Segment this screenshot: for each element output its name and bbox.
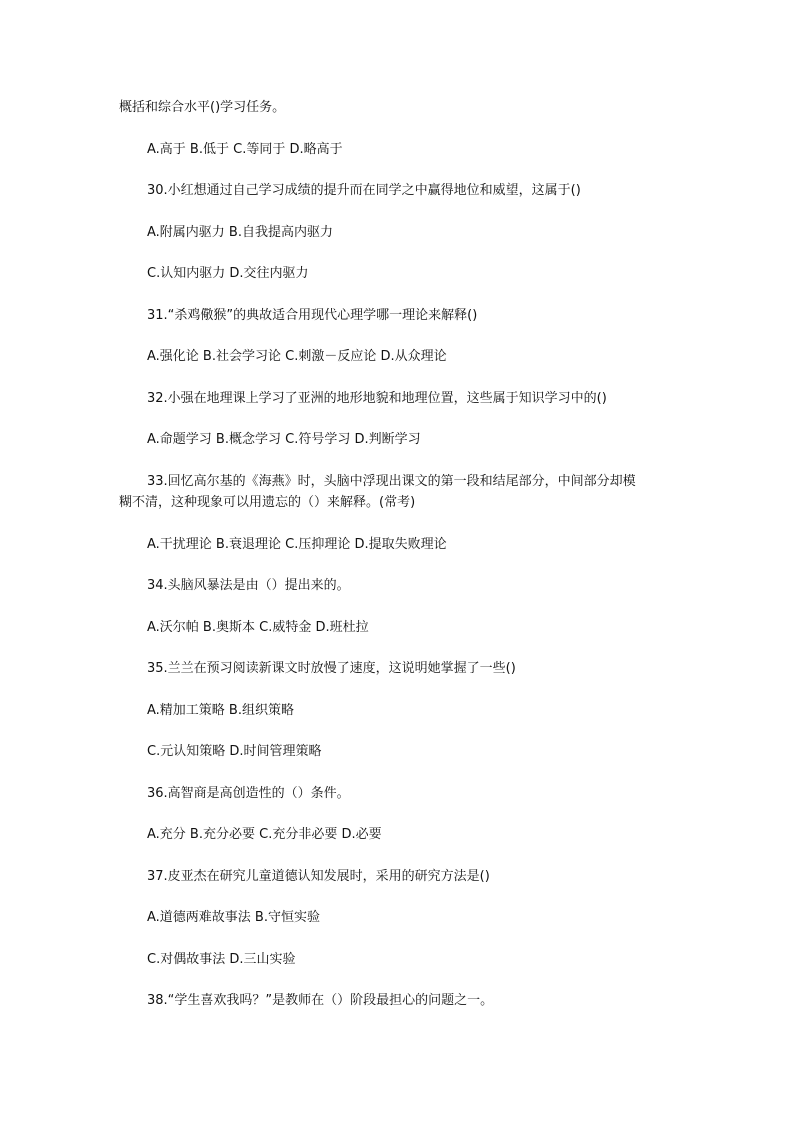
question-37: 37.皮亚杰在研究儿童道德认知发展时，采用的研究方法是() [147,869,490,884]
question-30: 30.小红想通过自己学习成绩的提升而在同学之中赢得地位和威望，这属于() [147,183,581,198]
answer-options: C.对偶故事法 D.三山实验 [147,952,296,967]
question-36: 36.高智商是高创造性的（）条件。 [147,786,350,801]
answer-options: A.道德两难故事法 B.守恒实验 [147,910,320,925]
question-34: 34.头脑风暴法是由（）提出来的。 [147,578,350,593]
question-32: 32.小强在地理课上学习了亚洲的地形地貌和地理位置，这些属于知识学习中的() [147,391,607,406]
question-33: 33.回忆高尔基的《海燕》时，头脑中浮现出课文的第一段和结尾部分，中间部分却模 [147,474,636,489]
answer-options: C.认知内驱力 D.交往内驱力 [147,266,309,281]
answer-options: C.元认知策略 D.时间管理策略 [147,744,322,759]
answer-options: A.充分 B.充分必要 C.充分非必要 D.必要 [147,827,382,842]
answer-options: A.干扰理论 B.衰退理论 C.压抑理论 D.提取失败理论 [147,537,447,552]
question-33-continued: 糊不清，这种现象可以用遗忘的（）来解释。(常考) [119,495,416,510]
question-31: 31.“杀鸡儆猴”的典故适合用现代心理学哪一理论来解释() [147,308,478,323]
answer-options: A.附属内驱力 B.自我提高内驱力 [147,225,333,240]
answer-options: A.沃尔帕 B.奥斯本 C.威特金 D.班杜拉 [147,620,369,635]
answer-options: A.强化论 B.社会学习论 C.刺激－反应论 D.从众理论 [147,349,447,364]
question-35: 35.兰兰在预习阅读新课文时放慢了速度，这说明她掌握了一些() [147,661,516,676]
answer-options: A.精加工策略 B.组织策略 [147,703,294,718]
question-38: 38.“学生喜欢我吗？”是教师在（）阶段最担心的问题之一。 [147,993,494,1008]
answer-options: A.命题学习 B.概念学习 C.符号学习 D.判断学习 [147,432,421,447]
answer-options: A.高于 B.低于 C.等同于 D.略高于 [147,142,343,157]
question-stem-continued: 概括和综合水平()学习任务。 [119,100,286,115]
